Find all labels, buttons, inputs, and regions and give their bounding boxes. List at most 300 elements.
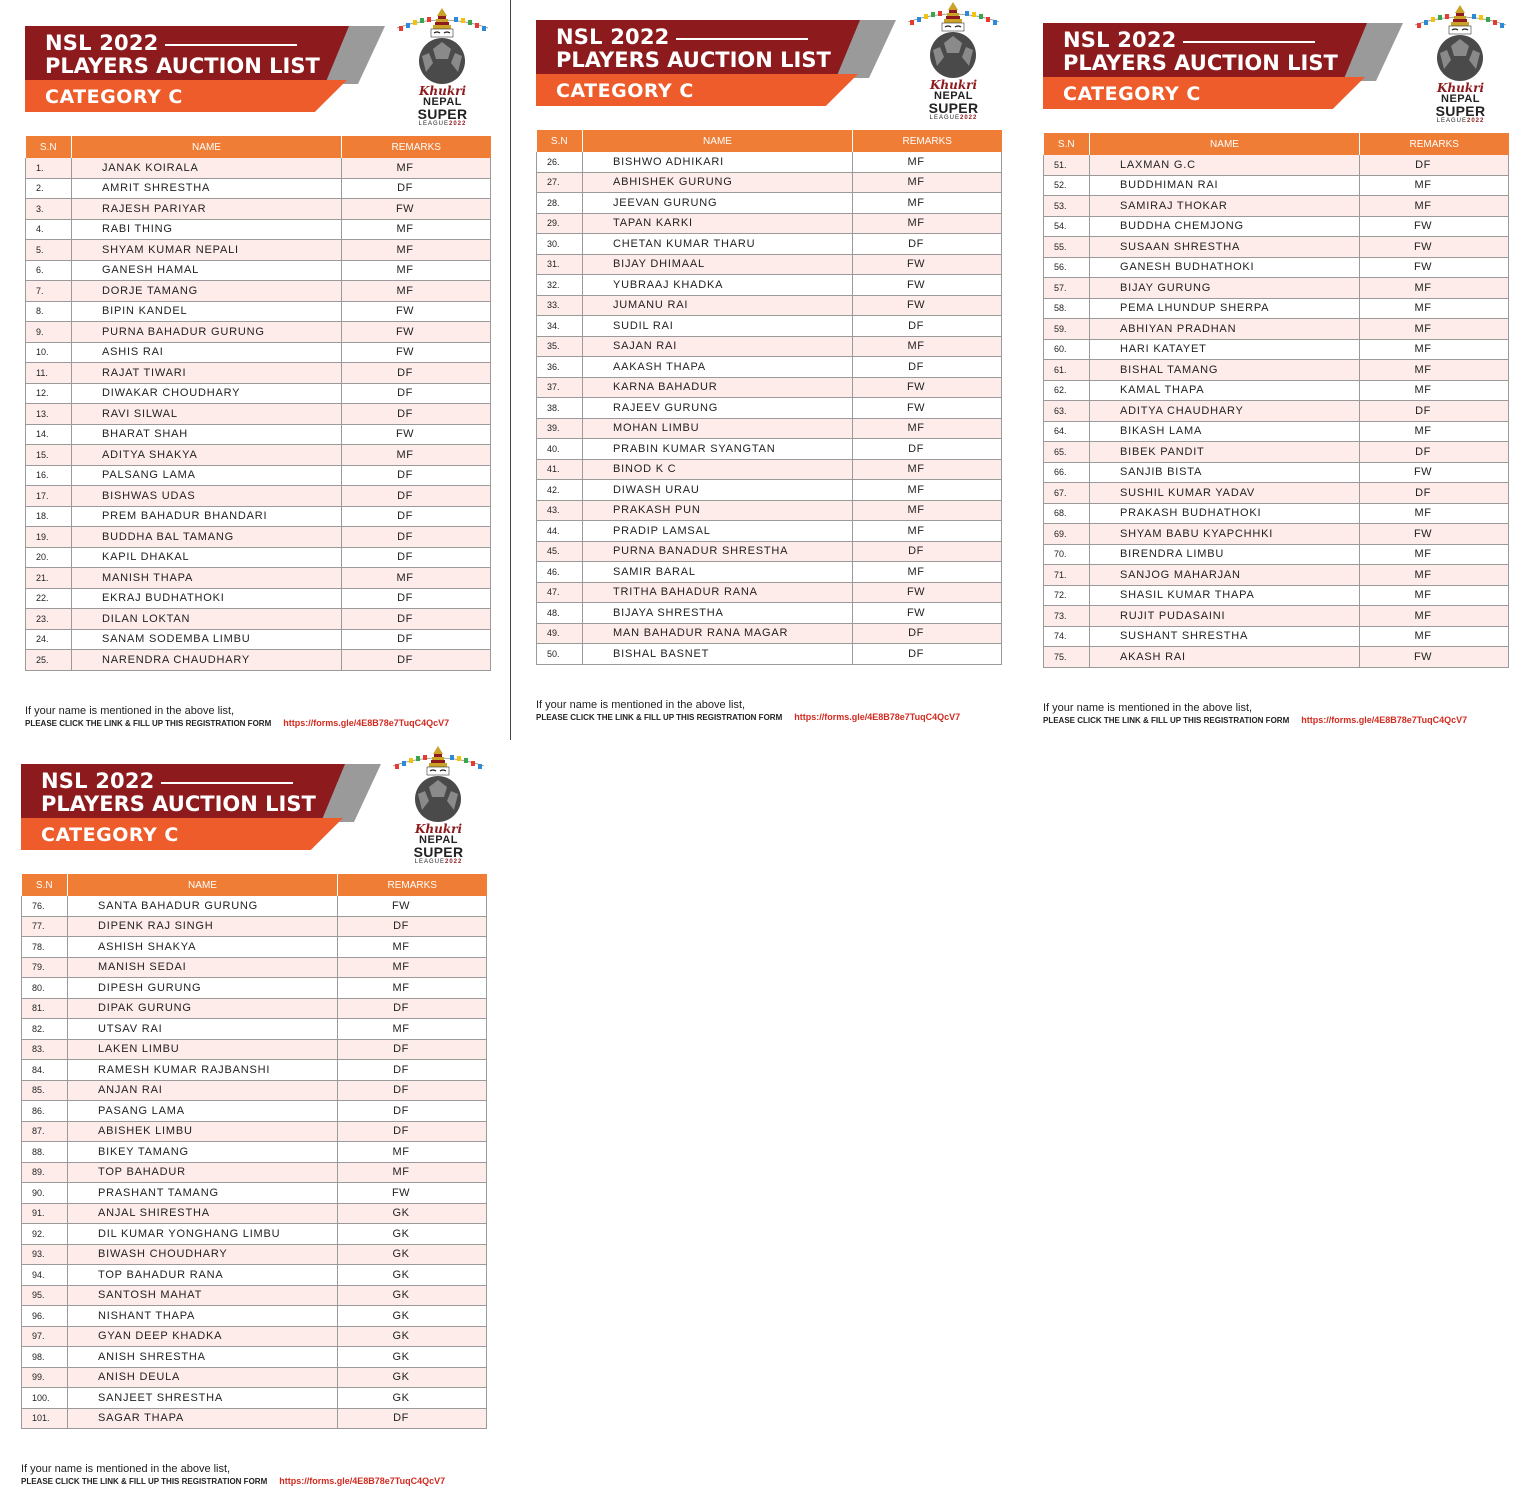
- player-remarks: FW: [1360, 216, 1509, 237]
- player-remarks: DF: [342, 486, 491, 507]
- player-sn: 50.: [537, 644, 583, 665]
- column-header-name: NAME: [583, 130, 853, 152]
- logo-word-super: SUPER: [1435, 103, 1486, 119]
- title-rule: [161, 782, 293, 784]
- player-sn: 36.: [537, 357, 583, 378]
- player-sn: 98.: [22, 1347, 68, 1368]
- title-rule: [165, 44, 297, 46]
- player-name: DIPENK RAJ SINGH: [68, 916, 338, 937]
- player-name: JEEVAN GURUNG: [583, 193, 853, 214]
- player-name: MAN BAHADUR RANA MAGAR: [583, 623, 853, 644]
- table-row: [1044, 360, 1509, 381]
- player-sn: 5.: [26, 240, 72, 261]
- player-remarks: DF: [338, 916, 487, 937]
- table-row: [22, 896, 487, 916]
- player-remarks: DF: [342, 527, 491, 548]
- player-sn: 77.: [22, 916, 68, 937]
- player-remarks: DF: [1360, 442, 1509, 463]
- stupa-football-icon: [391, 744, 486, 824]
- table-row: [22, 1326, 487, 1347]
- player-sn: 64.: [1044, 421, 1090, 442]
- sheet-header: [536, 20, 1006, 130]
- player-sn: 62.: [1044, 380, 1090, 401]
- player-sn: 40.: [537, 439, 583, 460]
- table-row: [1044, 565, 1509, 586]
- table-row: [26, 486, 491, 507]
- instruction-text: PLEASE CLICK THE LINK & FILL UP THIS REGISTRATION FORM: [25, 718, 272, 728]
- player-sn: 90.: [22, 1183, 68, 1204]
- player-remarks: DF: [338, 1121, 487, 1142]
- table-row: [537, 213, 1002, 234]
- players-table: [1043, 133, 1509, 668]
- player-sn: 25.: [26, 650, 72, 671]
- player-name: UTSAV RAI: [68, 1019, 338, 1040]
- player-remarks: MF: [338, 1142, 487, 1163]
- instruction-text: PLEASE CLICK THE LINK & FILL UP THIS REGISTRATION FORM: [536, 712, 783, 722]
- player-sn: 93.: [22, 1244, 68, 1265]
- table-row: [26, 363, 491, 384]
- instruction-text: PLEASE CLICK THE LINK & FILL UP THIS REGISTRATION FORM: [21, 1477, 268, 1486]
- player-sn: 81.: [22, 998, 68, 1019]
- player-sn: 24.: [26, 629, 72, 650]
- player-name: DIPESH GURUNG: [68, 978, 338, 999]
- player-name: PRABIN KUMAR SYANGTAN: [583, 439, 853, 460]
- player-sn: 23.: [26, 609, 72, 630]
- table-row: [1044, 462, 1509, 483]
- player-name: PEMA LHUNDUP SHERPA: [1090, 298, 1360, 319]
- table-row: [537, 193, 1002, 214]
- player-name: GYAN DEEP KHADKA: [68, 1326, 338, 1347]
- player-name: SHASIL KUMAR THAPA: [1090, 585, 1360, 606]
- table-row: [26, 506, 491, 527]
- table-row: [26, 199, 491, 220]
- player-sn: 28.: [537, 193, 583, 214]
- player-sn: 13.: [26, 404, 72, 425]
- players-table: [25, 136, 491, 671]
- player-name: KAMAL THAPA: [1090, 380, 1360, 401]
- logo-word-super: SUPER: [928, 100, 979, 116]
- player-remarks: DF: [1360, 155, 1509, 175]
- player-remarks: DF: [853, 623, 1002, 644]
- table-row: [22, 1142, 487, 1163]
- logo-word-league: LEAGUE2022: [929, 115, 978, 121]
- player-sn: 27.: [537, 172, 583, 193]
- player-name: ANISH DEULA: [68, 1367, 338, 1388]
- player-remarks: MF: [342, 240, 491, 261]
- logo-word-nepal: NEPAL: [423, 96, 462, 108]
- logo-word-league: LEAGUE2022: [1436, 118, 1485, 124]
- player-remarks: MF: [1360, 175, 1509, 196]
- player-remarks: MF: [1360, 626, 1509, 647]
- player-remarks: GK: [338, 1347, 487, 1368]
- player-name: SANJEET SHRESTHA: [68, 1388, 338, 1409]
- player-remarks: MF: [342, 219, 491, 240]
- player-name: JANAK KOIRALA: [72, 158, 342, 178]
- registration-link[interactable]: https://forms.gle/4E8B78e7TuqC4QcV7: [279, 1476, 446, 1486]
- table-row: [1044, 175, 1509, 196]
- player-remarks: DF: [853, 357, 1002, 378]
- player-sn: 47.: [537, 582, 583, 603]
- player-name: BIPIN KANDEL: [72, 301, 342, 322]
- table-row: [22, 1121, 487, 1142]
- logo-word-league: LEAGUE2022: [414, 859, 463, 865]
- player-sn: 56.: [1044, 257, 1090, 278]
- player-sn: 61.: [1044, 360, 1090, 381]
- note-instruction: [21, 1476, 491, 1486]
- player-name: ABISHEK LIMBU: [68, 1121, 338, 1142]
- player-name: ANJAN RAI: [68, 1080, 338, 1101]
- table-row: [26, 588, 491, 609]
- logo-word-nepal: NEPAL: [1441, 93, 1480, 105]
- player-sn: 72.: [1044, 585, 1090, 606]
- player-name: BISHWO ADHIKARI: [583, 152, 853, 172]
- table-row: [26, 650, 491, 671]
- player-sn: 91.: [22, 1203, 68, 1224]
- table-row: [1044, 606, 1509, 627]
- registration-link[interactable]: https://forms.gle/4E8B78e7TuqC4QcV7: [283, 717, 450, 728]
- stupa-football-icon: [1413, 3, 1508, 83]
- player-remarks: GK: [338, 1367, 487, 1388]
- player-sn: 44.: [537, 521, 583, 542]
- player-sn: 2.: [26, 178, 72, 199]
- player-remarks: FW: [338, 896, 487, 916]
- player-remarks: FW: [1360, 257, 1509, 278]
- sheet-header: [1043, 23, 1513, 133]
- player-sn: 6.: [26, 260, 72, 281]
- league-logo: [391, 744, 486, 864]
- player-name: PURNA BAHADUR GURUNG: [72, 322, 342, 343]
- logo-word-nepal: NEPAL: [419, 834, 458, 846]
- table-row: [26, 383, 491, 404]
- player-name: RAJEEV GURUNG: [583, 398, 853, 419]
- player-remarks: GK: [338, 1224, 487, 1245]
- player-remarks: GK: [338, 1285, 487, 1306]
- player-remarks: MF: [338, 937, 487, 958]
- table-row: [537, 152, 1002, 172]
- page-divider: [510, 0, 511, 740]
- player-sn: 75.: [1044, 647, 1090, 668]
- player-remarks: DF: [1360, 483, 1509, 504]
- player-name: PRASHANT TAMANG: [68, 1183, 338, 1204]
- player-name: TOP BAHADUR: [68, 1162, 338, 1183]
- player-remarks: DF: [342, 363, 491, 384]
- player-name: BISHWAS UDAS: [72, 486, 342, 507]
- player-sn: 10.: [26, 342, 72, 363]
- table-row: [537, 295, 1002, 316]
- player-name: DILAN LOKTAN: [72, 609, 342, 630]
- player-remarks: DF: [342, 465, 491, 486]
- player-sn: 21.: [26, 568, 72, 589]
- player-remarks: MF: [1360, 606, 1509, 627]
- table-row: [22, 1080, 487, 1101]
- player-name: DIWASH URAU: [583, 480, 853, 501]
- player-name: AKASH RAI: [1090, 647, 1360, 668]
- player-name: SANJOG MAHARJAN: [1090, 565, 1360, 586]
- player-remarks: DF: [342, 609, 491, 630]
- player-name: HARI KATAYET: [1090, 339, 1360, 360]
- player-name: SUSHIL KUMAR YADAV: [1090, 483, 1360, 504]
- player-name: ABHIYAN PRADHAN: [1090, 319, 1360, 340]
- table-row: [26, 568, 491, 589]
- registration-link[interactable]: https://forms.gle/4E8B78e7TuqC4QcV7: [794, 711, 961, 722]
- player-remarks: FW: [342, 322, 491, 343]
- table-row: [22, 1039, 487, 1060]
- player-name: MOHAN LIMBU: [583, 418, 853, 439]
- table-row: [537, 275, 1002, 296]
- table-row: [26, 178, 491, 199]
- player-name: SUSHANT SHRESTHA: [1090, 626, 1360, 647]
- table-header-row: [1044, 133, 1509, 155]
- player-name: EKRAJ BUDHATHOKI: [72, 588, 342, 609]
- player-sn: 71.: [1044, 565, 1090, 586]
- player-remarks: DF: [1360, 401, 1509, 422]
- player-sn: 35.: [537, 336, 583, 357]
- table-row: [26, 629, 491, 650]
- player-sn: 86.: [22, 1101, 68, 1122]
- player-remarks: MF: [1360, 360, 1509, 381]
- player-name: PRADIP LAMSAL: [583, 521, 853, 542]
- column-header-sn: S.N: [22, 874, 68, 896]
- player-remarks: MF: [1360, 298, 1509, 319]
- player-name: KARNA BAHADUR: [583, 377, 853, 398]
- player-sn: 67.: [1044, 483, 1090, 504]
- player-name: SAMIRAJ THOKAR: [1090, 196, 1360, 217]
- registration-note: [21, 1463, 491, 1486]
- player-remarks: MF: [853, 480, 1002, 501]
- player-remarks: MF: [1360, 319, 1509, 340]
- player-remarks: DF: [338, 1060, 487, 1081]
- player-sn: 89.: [22, 1162, 68, 1183]
- player-name: CHETAN KUMAR THARU: [583, 234, 853, 255]
- table-row: [22, 1101, 487, 1122]
- player-name: DIL KUMAR YONGHANG LIMBU: [68, 1224, 338, 1245]
- player-sn: 79.: [22, 957, 68, 978]
- player-sn: 9.: [26, 322, 72, 343]
- player-sn: 99.: [22, 1367, 68, 1388]
- player-name: ASHIS RAI: [72, 342, 342, 363]
- table-row: [22, 1183, 487, 1204]
- player-sn: 55.: [1044, 237, 1090, 258]
- player-remarks: DF: [853, 541, 1002, 562]
- player-sn: 16.: [26, 465, 72, 486]
- logo-brand: Khukri: [414, 822, 463, 836]
- title-year: NSL 2022: [556, 25, 670, 49]
- player-sn: 8.: [26, 301, 72, 322]
- player-sn: 17.: [26, 486, 72, 507]
- player-remarks: MF: [853, 172, 1002, 193]
- league-logo: [1413, 3, 1508, 123]
- table-row: [537, 316, 1002, 337]
- player-remarks: FW: [853, 275, 1002, 296]
- player-remarks: DF: [342, 650, 491, 671]
- table-row: [537, 254, 1002, 275]
- table-row: [537, 644, 1002, 665]
- player-remarks: FW: [853, 377, 1002, 398]
- table-row: [1044, 380, 1509, 401]
- player-sn: 54.: [1044, 216, 1090, 237]
- table-row: [22, 1162, 487, 1183]
- logo-brand: Khukri: [1436, 81, 1485, 95]
- logo-word-league: LEAGUE2022: [418, 121, 467, 127]
- table-row: [22, 998, 487, 1019]
- player-sn: 39.: [537, 418, 583, 439]
- player-name: LAXMAN G.C: [1090, 155, 1360, 175]
- table-row: [1044, 298, 1509, 319]
- player-name: KAPIL DHAKAL: [72, 547, 342, 568]
- player-remarks: DF: [342, 547, 491, 568]
- logo-brand: Khukri: [929, 78, 978, 92]
- player-remarks: DF: [342, 383, 491, 404]
- league-logo: [906, 0, 1001, 120]
- player-name: PASANG LAMA: [68, 1101, 338, 1122]
- player-name: SANJIB BISTA: [1090, 462, 1360, 483]
- table-row: [537, 500, 1002, 521]
- table-row: [537, 459, 1002, 480]
- table-header-row: [537, 130, 1002, 152]
- table-row: [26, 301, 491, 322]
- player-name: BUDDHA CHEMJONG: [1090, 216, 1360, 237]
- player-sn: 20.: [26, 547, 72, 568]
- player-name: ADITYA CHAUDHARY: [1090, 401, 1360, 422]
- player-name: BHARAT SHAH: [72, 424, 342, 445]
- table-row: [537, 480, 1002, 501]
- player-name: SAMIR BARAL: [583, 562, 853, 583]
- note-text: If your name is mentioned in the above list,: [25, 704, 235, 717]
- player-sn: 12.: [26, 383, 72, 404]
- table-row: [22, 1306, 487, 1327]
- player-sn: 87.: [22, 1121, 68, 1142]
- sheet-header: [21, 764, 491, 874]
- sheet-header: [25, 26, 495, 136]
- player-name: RAJAT TIWARI: [72, 363, 342, 384]
- player-remarks: DF: [853, 316, 1002, 337]
- player-remarks: FW: [342, 342, 491, 363]
- table-row: [537, 623, 1002, 644]
- player-remarks: MF: [342, 158, 491, 178]
- player-name: ANISH SHRESTHA: [68, 1347, 338, 1368]
- table-row: [22, 957, 487, 978]
- table-row: [1044, 401, 1509, 422]
- player-remarks: GK: [338, 1388, 487, 1409]
- table-row: [537, 377, 1002, 398]
- player-sn: 7.: [26, 281, 72, 302]
- table-row: [1044, 626, 1509, 647]
- registration-link[interactable]: https://forms.gle/4E8B78e7TuqC4QcV7: [1301, 714, 1468, 725]
- table-row: [22, 1265, 487, 1286]
- player-remarks: FW: [853, 398, 1002, 419]
- table-row: [537, 336, 1002, 357]
- player-remarks: MF: [1360, 421, 1509, 442]
- table-row: [26, 219, 491, 240]
- player-name: PALSANG LAMA: [72, 465, 342, 486]
- player-remarks: MF: [1360, 503, 1509, 524]
- table-row: [26, 260, 491, 281]
- table-row: [22, 1347, 487, 1368]
- column-header-sn: S.N: [1044, 133, 1090, 155]
- player-sn: 14.: [26, 424, 72, 445]
- player-remarks: MF: [853, 213, 1002, 234]
- player-name: RAMESH KUMAR RAJBANSHI: [68, 1060, 338, 1081]
- player-remarks: MF: [1360, 278, 1509, 299]
- table-row: [1044, 483, 1509, 504]
- player-remarks: FW: [853, 603, 1002, 624]
- player-remarks: DF: [342, 404, 491, 425]
- table-row: [26, 465, 491, 486]
- category-label: CATEGORY C: [41, 824, 179, 846]
- player-remarks: MF: [1360, 544, 1509, 565]
- player-name: RUJIT PUDASAINI: [1090, 606, 1360, 627]
- player-sn: 101.: [22, 1408, 68, 1429]
- table-row: [22, 1060, 487, 1081]
- player-sn: 92.: [22, 1224, 68, 1245]
- player-remarks: MF: [853, 418, 1002, 439]
- column-header-remarks: REMARKS: [853, 130, 1002, 152]
- player-remarks: FW: [338, 1183, 487, 1204]
- player-name: JUMANU RAI: [583, 295, 853, 316]
- player-sn: 22.: [26, 588, 72, 609]
- table-row: [537, 603, 1002, 624]
- table-row: [22, 1285, 487, 1306]
- player-sn: 3.: [26, 199, 72, 220]
- player-name: BIJAY GURUNG: [1090, 278, 1360, 299]
- table-row: [537, 562, 1002, 583]
- player-name: YUBRAAJ KHADKA: [583, 275, 853, 296]
- column-header-name: NAME: [72, 136, 342, 158]
- player-remarks: MF: [338, 1019, 487, 1040]
- player-name: BIRENDRA LIMBU: [1090, 544, 1360, 565]
- players-table: [536, 130, 1002, 665]
- table-row: [1044, 257, 1509, 278]
- player-name: BUDDHA BAL TAMANG: [72, 527, 342, 548]
- table-row: [26, 404, 491, 425]
- player-name: SANTOSH MAHAT: [68, 1285, 338, 1306]
- table-row: [1044, 319, 1509, 340]
- title-year: NSL 2022: [1063, 28, 1177, 52]
- player-name: BIBEK PANDIT: [1090, 442, 1360, 463]
- player-name: PRAKASH BUDHATHOKI: [1090, 503, 1360, 524]
- table-row: [1044, 278, 1509, 299]
- page-title: PLAYERS AUCTION LIST: [556, 48, 831, 72]
- table-row: [22, 937, 487, 958]
- player-sn: 82.: [22, 1019, 68, 1040]
- player-name: BIJAY DHIMAAL: [583, 254, 853, 275]
- table-row: [537, 582, 1002, 603]
- player-remarks: MF: [1360, 380, 1509, 401]
- column-header-remarks: REMARKS: [342, 136, 491, 158]
- players-table: [21, 874, 487, 1429]
- player-remarks: DF: [338, 1080, 487, 1101]
- player-name: SHYAM BABU KYAPCHHKI: [1090, 524, 1360, 545]
- table-row: [22, 1367, 487, 1388]
- player-sn: 52.: [1044, 175, 1090, 196]
- note-instruction: [25, 718, 495, 728]
- stupa-football-icon: [395, 6, 490, 86]
- player-sn: 31.: [537, 254, 583, 275]
- column-header-sn: S.N: [537, 130, 583, 152]
- player-remarks: GK: [338, 1326, 487, 1347]
- note-instruction: [536, 712, 1006, 722]
- player-sn: 32.: [537, 275, 583, 296]
- player-remarks: DF: [342, 506, 491, 527]
- category-label: CATEGORY C: [556, 80, 694, 102]
- player-name: SUDIL RAI: [583, 316, 853, 337]
- category-label: CATEGORY C: [1063, 83, 1201, 105]
- player-remarks: MF: [342, 281, 491, 302]
- player-name: DORJE TAMANG: [72, 281, 342, 302]
- table-row: [26, 342, 491, 363]
- player-name: GANESH BUDHATHOKI: [1090, 257, 1360, 278]
- stupa-football-icon: [906, 0, 1001, 80]
